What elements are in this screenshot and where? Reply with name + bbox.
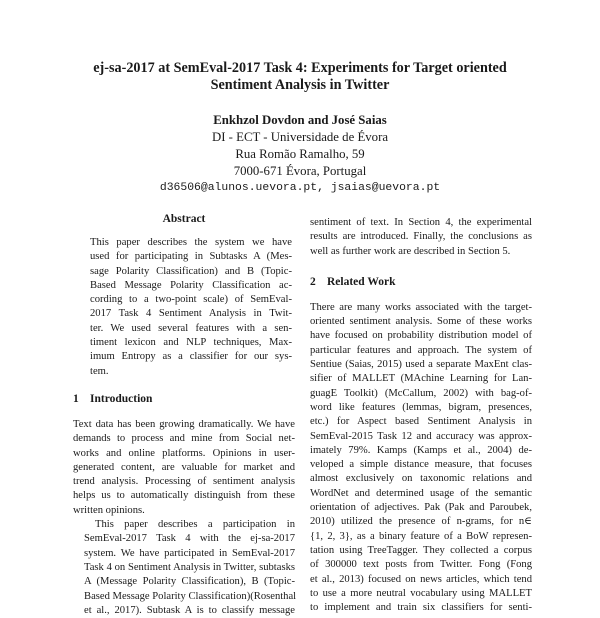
author-block [60, 112, 540, 197]
text-line: Sentiue (Saias, 2015) used a separate MaxEnt clas- [310, 359, 532, 371]
text-line: SemEval-2017 Task 4 with the ej-sa-2017 [84, 533, 295, 545]
section-number: 2 [310, 275, 316, 288]
section-heading-related-work [310, 275, 532, 289]
text-line: 2017 Task 4 Sentiment Analysis in Twit- [90, 308, 292, 320]
title-line: ej-sa-2017 at SemEval-2017 Task 4: Experiments for Target oriented [93, 60, 507, 76]
abstract-body [73, 236, 295, 379]
text-line: This paper describes the system we have [90, 237, 292, 248]
text-line: Task 4 on Sentiment Analysis in Twitter, subtasks [84, 561, 295, 573]
text-line: oriented sentiment analysis. Some of these works [310, 316, 532, 328]
text-line: to use a more neutral vocabulary using MALLET [310, 587, 532, 599]
left-column [73, 212, 295, 618]
text-line: used for participating in Subtasks A (Mes- [90, 251, 292, 263]
text-line: well as further work are described in Section 5. [310, 245, 511, 257]
text-line: et al., 2017). Subtask A is to classify message [84, 604, 295, 616]
text-line: veloped a simple distance measure, that focuses [310, 459, 532, 471]
abstract-heading: Abstract [162, 213, 206, 225]
text-line: generated content, are valuable for market and [73, 461, 295, 473]
section-heading-introduction [73, 392, 295, 406]
text-line: 2010) utilized the presence of n-grams, for n∈ [310, 516, 532, 528]
author-emails: d36506@alunos.uevora.pt, jsaias@uevora.pt [159, 182, 441, 194]
text-line: guagE Toolkit) (McCallum, 2002) with bag-of- [310, 387, 532, 399]
text-line: orientation of adjectives. Pak (Pak and Paroubek, [310, 502, 532, 514]
paragraph [73, 418, 295, 518]
text-line: ter. We used several features with a sen- [90, 322, 292, 334]
text-line: WordNet and determined usage of the semantic [310, 487, 532, 499]
title-line: Sentiment Analysis in Twitter [210, 77, 390, 93]
paragraph [73, 518, 295, 618]
text-line: word like features (lemmas, bigram, presences, [310, 401, 532, 413]
right-column [310, 216, 532, 615]
text-line: There are many works associated with the target- [310, 301, 532, 313]
text-line: imum Entropy as a classifier for our sys- [90, 351, 292, 363]
section-number: 1 [73, 392, 79, 405]
related-work-body [310, 301, 532, 616]
text-line: imately 79%. Kamps (Kamps et al., 2004) de- [310, 444, 532, 456]
text-line: of 300000 text posts from Twitter. Fong (Fong [310, 559, 532, 571]
author-names: Enkhzol Dovdon and José Saias [213, 113, 387, 127]
section-title-text: Introduction [90, 392, 153, 405]
introduction-body [73, 418, 295, 618]
text-line: results are introduced. Finally, the conclusions as [310, 231, 532, 243]
text-line: SemEval-2015 Task 12 and accuracy was approx- [310, 430, 532, 442]
text-line: helps us to automatically distinguish from these [73, 490, 295, 502]
text-line: This paper describes a participation in [95, 519, 295, 531]
text-line: Text data has been growing dramatically. We have [73, 418, 295, 430]
text-line: sentiment of text. In Section 4, the experimental [310, 217, 532, 228]
address-street: Rua Romão Ramalho, 59 [235, 147, 365, 161]
text-line: to implement and train six classifiers for senti- [310, 602, 532, 614]
introduction-continuation [310, 216, 532, 259]
text-line: trend analysis. Processing of sentiment analysis [73, 476, 295, 488]
text-line: etc.) for Aspect based Sentiment Analysis in [310, 416, 532, 428]
text-line: almost exclusively on taxonomic relations and [310, 473, 532, 485]
text-line: {1, 2, 3}, as a binary feature of a BoW represen- [310, 530, 532, 542]
text-line: Based Message Polarity Classification ac- [90, 279, 292, 291]
text-line: written opinions. [73, 504, 145, 516]
text-line: works and online platforms. Opinions in user- [73, 447, 295, 459]
section-title-text: Related Work [327, 275, 396, 288]
paper-title [60, 60, 540, 94]
text-line: sage Polarity Classification) and B (Topic- [90, 265, 292, 277]
text-line: tem. [90, 365, 109, 377]
text-line: demands to process and mine from Social net- [73, 433, 295, 445]
text-line: system. We have participated in SemEval-2017 [84, 547, 295, 559]
text-line: Based Message Polarity Classification)(Rosenthal [84, 590, 297, 602]
text-line: et al., 2013) focused on news articles, which tend [310, 573, 532, 585]
text-line: particular features and approach. The system of [310, 344, 532, 356]
address-city: 7000-671 Évora, Portugal [233, 164, 367, 178]
affiliation: DI - ECT - Universidade de Évora [211, 130, 389, 144]
text-line: timent lexicon and NLP techniques, Max- [90, 337, 292, 349]
text-line: have focused on probability distribution model of [310, 330, 532, 342]
text-line: sifier of MALLET (MAchine Learning for Lan- [310, 373, 532, 385]
text-line: A (Message Polarity Classification), B (Topic- [84, 576, 295, 588]
text-line: tation using TreeTagger. They collected a corpus [310, 544, 532, 556]
text-line: cording to a two-point scale) of SemEval- [90, 294, 292, 306]
